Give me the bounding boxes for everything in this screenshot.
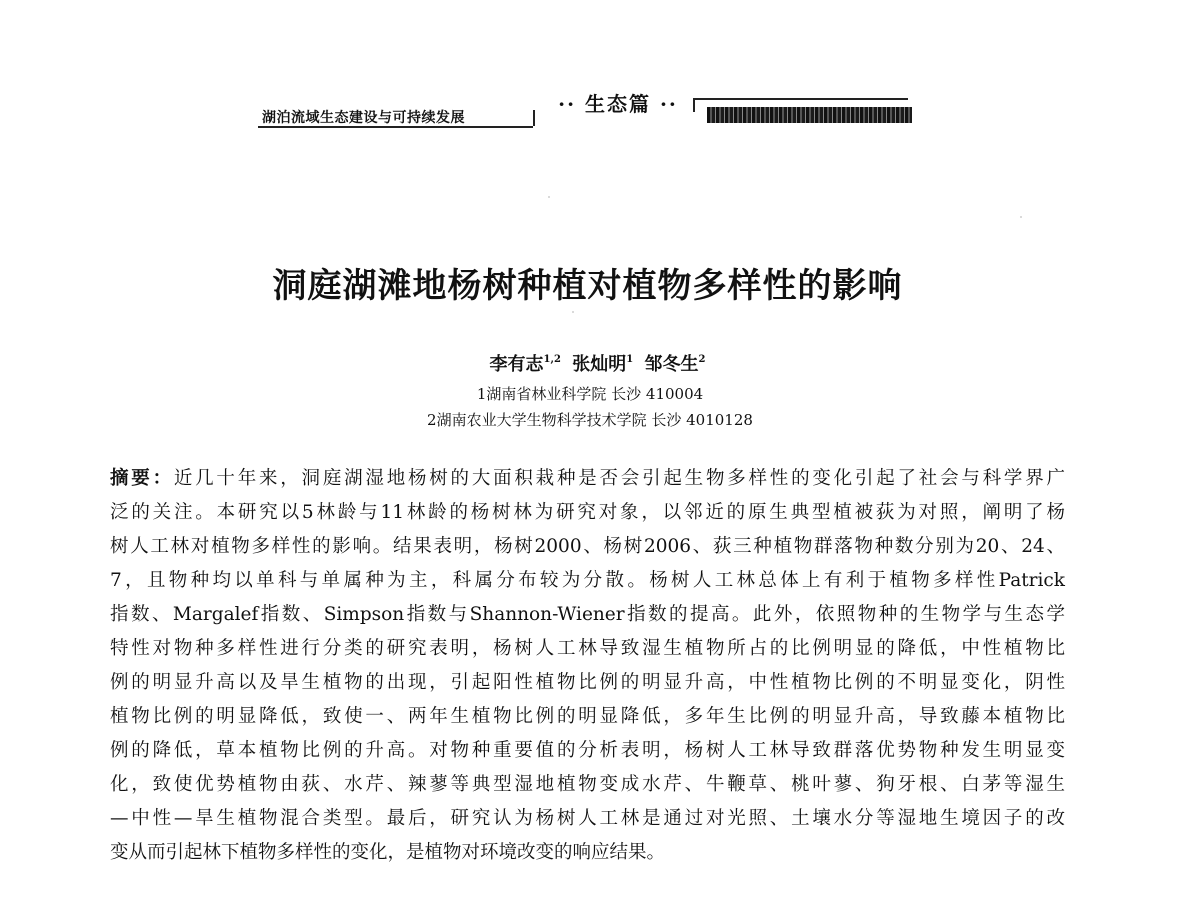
author-affiliation-mark: 1,2 xyxy=(543,354,561,365)
section-name: ·· 生态篇 ·· xyxy=(558,92,678,116)
header-decorative-bar xyxy=(707,107,912,123)
abstract-line xyxy=(110,462,1065,496)
affiliation-1: 1湖南省林业科学院 长沙 410004 xyxy=(476,385,704,403)
abstract-line: 植物比例的明显降低，致使一、两年生植物比例的明显降低，多年生比例的明显升高，导致藤本植物比 xyxy=(110,706,1065,727)
abstract-line: 例的降低，草本植物比例的升高。对物种重要值的分析表明，杨树人工林导致群落优势物种发生明显变 xyxy=(110,740,1065,761)
abstract-line: 树人工林对植物多样性的影响。结果表明，杨树2000、杨树2006、荻三种植物群落物种数分别为20、24、 xyxy=(110,536,1065,557)
scan-speck xyxy=(548,196,550,198)
header-rule-cap-right xyxy=(693,98,695,112)
abstract-text: 近几十年来，洞庭湖湿地杨树的大面积栽种是否会引起生物多样性的变化引起了社会与科学界广 xyxy=(173,468,1065,489)
author-name: 张灿明 xyxy=(572,354,627,375)
abstract-line: 变从而引起林下植物多样性的变化，是植物对环境改变的响应结果。 xyxy=(110,842,666,863)
affiliation-2: 2湖南农业大学生物科学技术学院 长沙 4010128 xyxy=(427,411,753,429)
abstract-line: 7，且物种均以单科与单属种为主，科属分布较为分散。杨树人工林总体上有利于植物多样性Patrick xyxy=(110,570,1065,591)
header-rule-cap-left xyxy=(533,110,535,126)
running-header-right xyxy=(693,98,913,124)
abstract-line: 化，致使优势植物由荻、水芹、辣蓼等典型湿地植物变成水芹、牛鞭草、桃叶蓼、狗牙根、白茅等湿生 xyxy=(110,774,1065,795)
running-header-left xyxy=(258,106,533,128)
author-name: 邹冬生 xyxy=(644,354,699,375)
running-header xyxy=(258,88,913,128)
author-list xyxy=(0,350,1200,376)
abstract-line: 特性对物种多样性进行分类的研究表明，杨树人工林导致湿生植物所占的比例明显的降低，中性植物比 xyxy=(110,638,1065,659)
header-rule-right xyxy=(693,98,908,100)
author-name: 李有志 xyxy=(489,354,544,375)
scan-speck xyxy=(1020,216,1022,218)
author-affiliation-mark: 2 xyxy=(698,354,706,365)
abstract-line: —中性—旱生植物混合类型。最后，研究认为杨树人工林是通过对光照、土壤水分等湿地生境因子的改 xyxy=(110,808,1065,829)
abstract-line: 例的明显升高以及旱生植物的出现，引起阳性植物比例的明显升高，中性植物比例的不明显变化，阴性 xyxy=(110,672,1065,693)
paper-title: 洞庭湖滩地杨树种植对植物多样性的影响 xyxy=(272,266,903,306)
author-affiliation-mark: 1 xyxy=(626,354,634,365)
abstract xyxy=(110,462,1065,870)
abstract-line: 指数、Margalef指数、Simpson指数与Shannon-Wiener指数的提高。此外，依照物种的生物学与生态学 xyxy=(110,604,1065,625)
abstract-line: 泛的关注。本研究以5林龄与11林龄的杨树林为研究对象，以邻近的原生典型植被荻为对照，阐明了杨 xyxy=(110,502,1065,523)
scan-speck xyxy=(572,311,574,313)
journal-section-title: 湖泊流域生态建设与可持续发展 xyxy=(262,110,465,126)
abstract-label: 摘要： xyxy=(110,468,174,489)
